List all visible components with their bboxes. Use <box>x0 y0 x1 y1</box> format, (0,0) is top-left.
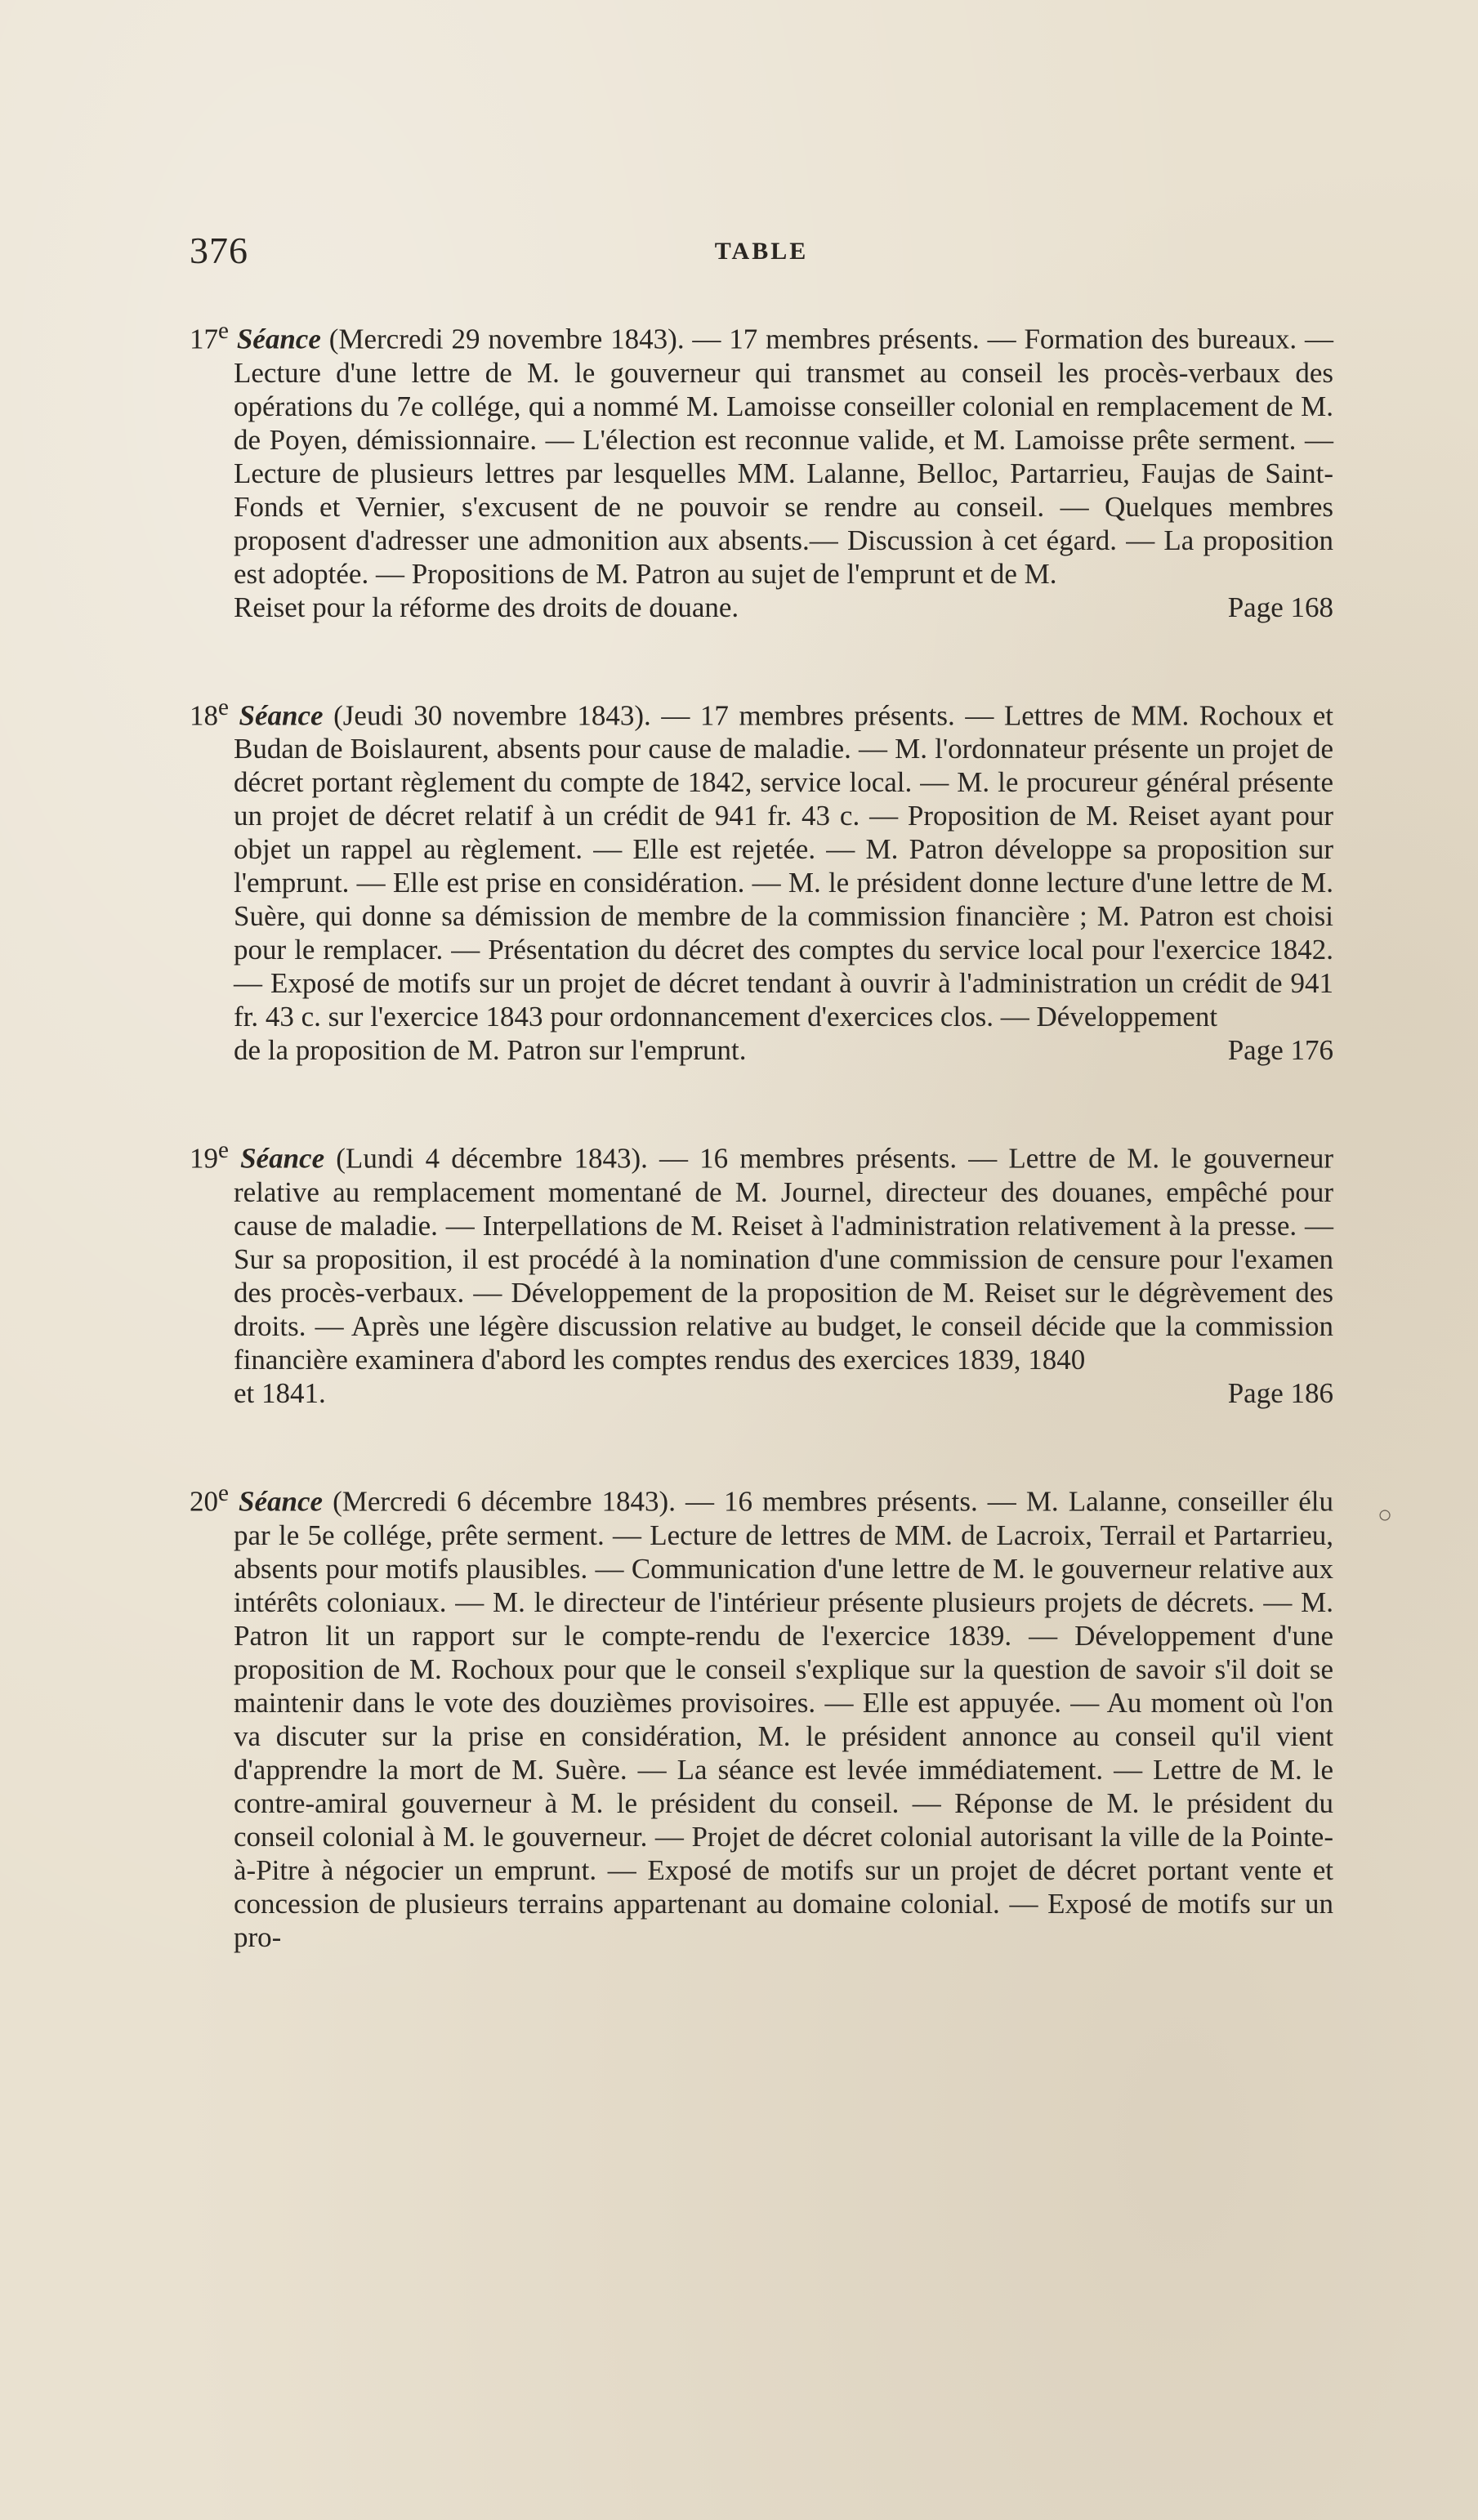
page-reference: Page 186 <box>1227 1376 1333 1409</box>
margin-circle-mark: ○ <box>1378 1501 1393 1528</box>
ordinal-suffix: e <box>218 694 229 720</box>
session-number: 18 <box>190 699 218 732</box>
ordinal-suffix: e <box>218 1479 229 1506</box>
page-reference: Page 176 <box>1227 1034 1333 1067</box>
session-number: 19 <box>190 1142 218 1175</box>
session-summary-end: de la proposition de M. Patron sur l'emprunt. <box>234 1034 747 1067</box>
session-entry-18 <box>190 691 1333 1068</box>
session-number: 17 <box>190 323 218 355</box>
session-summary: (Jeudi 30 novembre 1843). — 17 membres présents. — Lettres de MM. Rochoux et Budan de Boislaurent, absents pour cause de maladie. — M. l'ordonnateur présente un projet de décret portant règlement du compte de 1842, service local. — M. le procureur général présente un projet de décret relatif à un crédit de 941 fr. 43 c. — Proposition de M. Reiset ayant pour objet un rappel au règlement. — Elle est rejetée. — M. Patron développe sa proposition sur l'emprunt. — Elle est prise en considération. — M. le président donne lecture d'une lettre de M. Suère, qui donne sa démission de membre de la commission financière ; M. Patron est choisi pour le remplacer. — Présentation du décret des comptes du service local pour l'exercice 1842. — Exposé de motifs sur un projet de décret tendant à ouvrir à l'administration un crédit de 941 fr. 43 c. sur l'exercice 1843 pour ordonnancement d'exercices clos. — Développement <box>234 699 1334 1033</box>
session-entry-19 <box>190 1134 1333 1410</box>
table-of-sessions <box>190 286 1333 2021</box>
seance-label: Séance <box>240 1142 325 1175</box>
session-tail <box>234 1033 1333 1067</box>
session-tail <box>234 591 1333 624</box>
page-header <box>190 230 1333 271</box>
session-summary: (Lundi 4 décembre 1843). — 16 membres présents. — Lettre de M. le gouverneur relative au remplacement momentané de M. Journel, directeur des douanes, empêché pour cause de maladie. — Interpellations de M. Reiset à l'administration relativement à la presse. — Sur sa proposition, il est procédé à la nomination d'une commission de censure pour l'examen des procès-verbaux. — Développement de la proposition de M. Reiset sur le dégrèvement des droits. — Après une légère discussion relative au budget, le conseil décide que la commission financière examinera d'abord les comptes rendus des exercices 1839, 1840 <box>234 1142 1334 1376</box>
ordinal-suffix: e <box>218 1137 229 1164</box>
session-summary: (Mercredi 29 novembre 1843). — 17 membres présents. — Formation des bureaux. — Lecture d'une lettre de M. le gouverneur qui transmet au conseil les procès-verbaux des opérations du 7e collége, qui a nommé M. Lamoisse conseiller colonial en remplacement de M. de Poyen, démissionnaire. — L'élection est reconnue valide, et M. Lamoisse prête serment. — Lecture de plusieurs lettres par lesquelles MM. Lalanne, Belloc, Partarrieu, Faujas de Saint-Fonds et Vernier, s'excusent de ne pouvoir se rendre au conseil. — Quelques membres proposent d'adresser une admonition aux absents.— Discussion à cet égard. — La proposition est adoptée. — Propositions de M. Patron au sujet de l'emprunt et de M. <box>234 323 1333 590</box>
session-entry-20 <box>190 1477 1333 1954</box>
session-summary: (Mercredi 6 décembre 1843). — 16 membres présents. — M. Lalanne, conseiller élu par le 5e collége, prête serment. — Lecture de lettres de MM. de Lacroix, Terrail et Partarrieu, absents pour motifs plausibles. — Communication d'une lettre de M. le gouverneur relative aux intérêts coloniaux. — M. le directeur de l'intérieur présente plusieurs projets de décrets. — M. Patron lit un rapport sur le compte-rendu de l'exercice 1839. — Développement d'une proposition de M. Rochoux pour que le conseil s'explique sur la question de savoir s'il doit se maintenir dans le vote des douzièmes provisoires. — Elle est appuyée. — Au moment où l'on va discuter sur la prise en considération, M. le président annonce au conseil qu'il vient d'apprendre la mort de M. Suère. — La séance est levée immédiatement. — Lettre de M. le contre-amiral gouverneur à M. le président du conseil. — Réponse de M. le président du conseil colonial à M. le gouverneur. — Projet de décret colonial autorisant la ville de la Pointe-à-Pitre à négocier un emprunt. — Exposé de motifs sur un projet de décret portant vente et concession de plusieurs terrains appartenant au domaine colonial. — Exposé de motifs sur un pro- <box>234 1485 1334 1953</box>
seance-label: Séance <box>236 323 321 355</box>
seance-label: Séance <box>238 1485 324 1518</box>
session-summary-end: Reiset pour la réforme des droits de douane. <box>234 591 739 623</box>
seance-label: Séance <box>239 699 324 732</box>
session-entry-17 <box>190 314 1333 624</box>
running-title: TABLE <box>714 238 809 265</box>
session-number: 20 <box>190 1485 218 1518</box>
session-summary-end: et 1841. <box>234 1376 326 1409</box>
ordinal-suffix: e <box>218 318 229 344</box>
page-reference: Page 168 <box>1227 591 1333 623</box>
session-tail <box>234 1376 1333 1410</box>
page-number: 376 <box>190 230 248 271</box>
